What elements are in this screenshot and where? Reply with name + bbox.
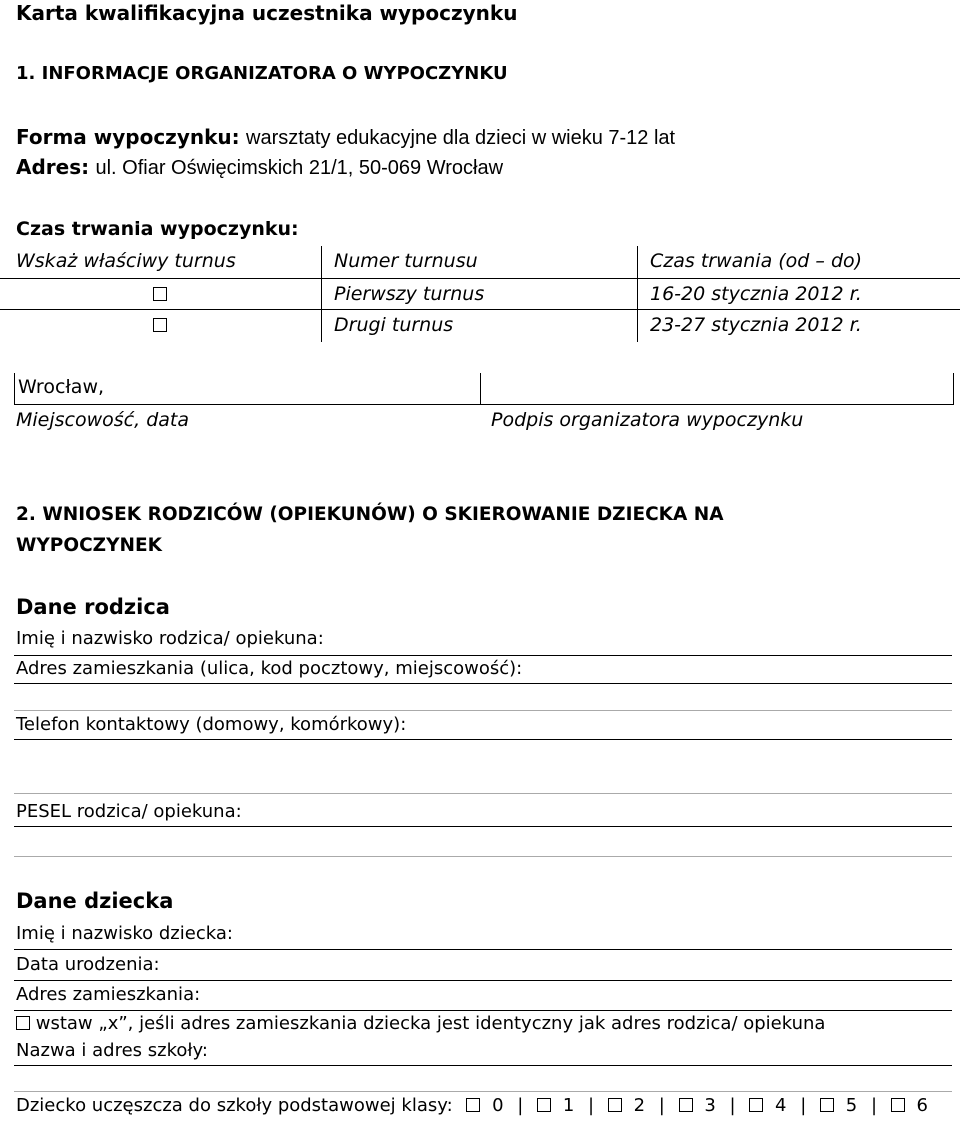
class-label: Dziecko uczęszcza do szkoły podstawowej klasy: — [16, 1095, 453, 1116]
parent-pesel-line[interactable] — [14, 826, 952, 827]
parent-address-line[interactable] — [14, 683, 952, 684]
class-6-checkbox[interactable] — [891, 1098, 905, 1112]
parent-phone-label: Telefon kontaktowy (domowy, komórkowy): — [16, 714, 407, 735]
adres-label: Adres: — [16, 155, 90, 179]
parent-phone-line[interactable] — [14, 739, 952, 740]
parent-name-line[interactable] — [14, 655, 952, 656]
signature-divider — [14, 373, 15, 405]
table-header-dates: Czas trwania (od – do) — [650, 250, 863, 272]
class-0-label: 0 — [492, 1095, 504, 1116]
turnus2-name: Drugi turnus — [334, 314, 454, 336]
class-6-label: 6 — [916, 1095, 928, 1116]
parent-address-label: Adres zamieszkania (ulica, kod pocztowy, miejscowość): — [16, 658, 523, 679]
signature-caption: Podpis organizatora wypoczynku — [491, 409, 804, 431]
forma-label: Forma wypoczynku: — [16, 125, 240, 149]
turnus2-dates: 23-27 stycznia 2012 r. — [650, 314, 862, 336]
child-address-line[interactable] — [14, 1010, 952, 1011]
table-divider — [321, 246, 322, 342]
parent-phone-line2[interactable] — [14, 793, 952, 794]
same-address-text: wstaw „x”, jeśli adres zamieszkania dziecka jest identyczny jak adres rodzica/ opiekuna — [35, 1013, 826, 1034]
section2-heading-line1: 2. WNIOSEK RODZICÓW (OPIEKUNÓW) O SKIEROWANIE DZIECKA NA — [16, 504, 724, 525]
adres-row — [16, 155, 503, 180]
parent-pesel-line2[interactable] — [14, 856, 952, 857]
adres-value: ul. Ofiar Oświęcimskich 21/1, 50-069 Wrocław — [95, 157, 504, 179]
class-0-checkbox[interactable] — [466, 1098, 480, 1112]
same-address-checkbox[interactable] — [16, 1016, 30, 1030]
child-name-line[interactable] — [14, 949, 952, 950]
table-header-number: Numer turnusu — [334, 250, 478, 272]
class-3-label: 3 — [704, 1095, 716, 1116]
place-caption: Miejscowość, data — [16, 409, 189, 431]
child-section-title: Dane dziecka — [16, 889, 174, 913]
forma-row — [16, 125, 675, 150]
school-line2[interactable] — [14, 1091, 952, 1092]
signature-rule — [14, 404, 954, 405]
place-field[interactable]: Wrocław, — [18, 376, 105, 398]
class-2-checkbox[interactable] — [608, 1098, 622, 1112]
czas-label: Czas trwania wypoczynku: — [16, 218, 299, 240]
class-5-label: 5 — [845, 1095, 858, 1116]
table-header-select: Wskaż właściwy turnus — [16, 250, 236, 272]
child-name-label: Imię i nazwisko dziecka: — [16, 923, 233, 944]
turnus1-dates: 16-20 stycznia 2012 r. — [650, 283, 862, 305]
school-label: Nazwa i adres szkoły: — [16, 1040, 208, 1061]
school-line[interactable] — [14, 1065, 952, 1066]
child-birth-line[interactable] — [14, 980, 952, 981]
class-2-label: 2 — [633, 1095, 646, 1116]
table-rule — [0, 309, 960, 310]
child-address-label: Adres zamieszkania: — [16, 984, 201, 1005]
parent-address-line2[interactable] — [14, 710, 952, 711]
turnus1-name: Pierwszy turnus — [334, 283, 485, 305]
page-title: Karta kwalifikacyjna uczestnika wypoczynku — [16, 1, 518, 25]
child-birth-label: Data urodzenia: — [16, 954, 160, 975]
forma-value: warsztaty edukacyjne dla dzieci w wieku 7-12 lat — [246, 127, 676, 149]
turnus2-checkbox[interactable] — [153, 316, 167, 335]
class-4-checkbox[interactable] — [749, 1098, 763, 1112]
section1-heading: 1. INFORMACJE ORGANIZATORA O WYPOCZYNKU — [16, 63, 508, 84]
signature-divider — [480, 373, 481, 405]
parent-name-label: Imię i nazwisko rodzica/ opiekuna: — [16, 628, 324, 649]
signature-divider — [953, 373, 954, 405]
table-rule — [0, 278, 960, 279]
class-row: Dziecko uczęszcza do szkoły podstawowej klasy: 0 | 1 | 2 | 3 | 4 | 5 | 6 — [16, 1095, 928, 1116]
parent-section-title: Dane rodzica — [16, 595, 170, 619]
class-1-label: 1 — [562, 1095, 575, 1116]
same-address-row — [16, 1013, 825, 1034]
parent-pesel-label: PESEL rodzica/ opiekuna: — [16, 801, 242, 822]
class-3-checkbox[interactable] — [679, 1098, 693, 1112]
table-divider — [637, 246, 638, 342]
turnus1-checkbox[interactable] — [153, 285, 167, 304]
class-4-label: 4 — [775, 1095, 787, 1116]
class-1-checkbox[interactable] — [537, 1098, 551, 1112]
section2-heading-line2: WYPOCZYNEK — [16, 535, 162, 556]
class-5-checkbox[interactable] — [820, 1098, 834, 1112]
